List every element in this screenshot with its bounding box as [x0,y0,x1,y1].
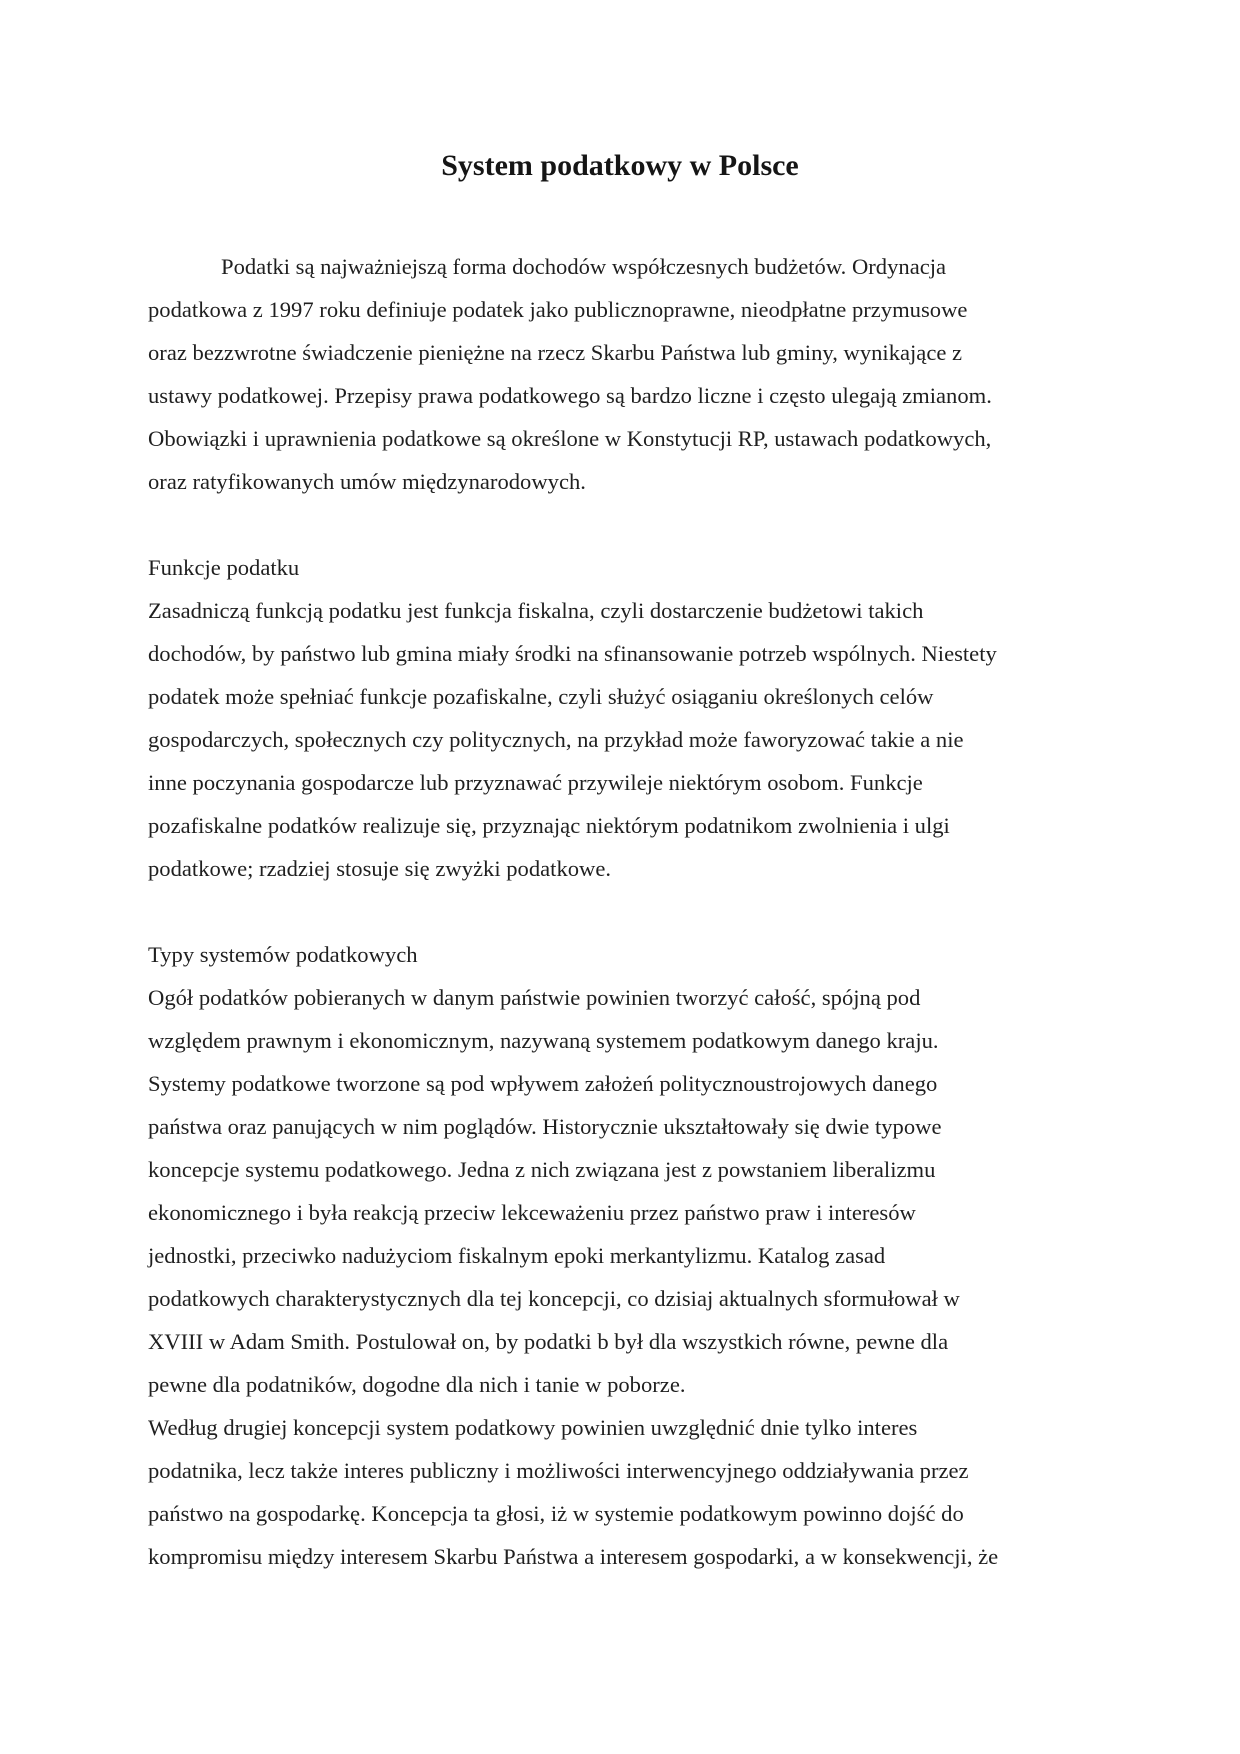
paragraph-line: pewne dla podatników, dogodne dla nich i tanie w poborze. [148,1372,686,1397]
paragraph-line: ustawy podatkowej. Przepisy prawa podatkowego są bardzo liczne i często ulegają zmianom. [148,383,992,408]
paragraph-line: oraz bezzwrotne świadczenie pieniężne na rzecz Skarbu Państwa lub gminy, wynikające z [148,340,963,365]
paragraph-line: podatkowych charakterystycznych dla tej koncepcji, co dzisiaj aktualnych sformułował w [148,1286,960,1311]
paragraph-line: Podatki są najważniejszą forma dochodów współczesnych budżetów. Ordynacja [221,254,947,279]
paragraph-line: państwa oraz panujących w nim poglądów. Historycznie ukształtowały się dwie typowe [148,1114,942,1139]
paragraph-line: Ogół podatków pobieranych w danym państwie powinien tworzyć całość, spójną pod [148,985,921,1010]
document-body [148,245,1098,1578]
paragraph-line: podatek może spełniać funkcje pozafiskalne, czyli służyć osiąganiu określonych celów [148,684,934,709]
section-functions [148,546,1098,890]
paragraph-line: podatkowa z 1997 roku definiuje podatek jako publicznoprawne, nieodpłatne przymusowe [148,297,968,322]
paragraph-line: gospodarczych, społecznych czy politycznych, na przykład może faworyzować takie a nie [148,727,964,752]
section-heading-functions: Funkcje podatku [148,555,300,580]
paragraph-line: Według drugiej koncepcji system podatkowy powinien uwzględnić dnie tylko interes [148,1415,918,1440]
paragraph-line: Systemy podatkowe tworzone są pod wpływem założeń politycznoustrojowych danego [148,1071,938,1096]
paragraph-line: dochodów, by państwo lub gmina miały środki na sfinansowanie potrzeb wspólnych. Niestety [148,641,997,666]
paragraph-line: Obowiązki i uprawnienia podatkowe są określone w Konstytucji RP, ustawach podatkowych, [148,426,992,451]
paragraph-line: państwo na gospodarkę. Koncepcja ta głosi, iż w systemie podatkowym powinno dojść do [148,1501,964,1526]
paragraph-line: podatkowe; rzadziej stosuje się zwyżki podatkowe. [148,856,612,881]
paragraph-line: XVIII w Adam Smith. Postulował on, by podatki b był dla wszystkich równe, pewne dla [148,1329,949,1354]
paragraph-line: oraz ratyfikowanych umów międzynarodowych. [148,469,586,494]
section-types [148,933,1098,1578]
paragraph-spacer [148,503,1098,546]
paragraph-line: kompromisu między interesem Skarbu Państwa a interesem gospodarki, a w konsekwencji, że [148,1544,999,1569]
document-title: System podatkowy w Polsce [441,149,799,182]
paragraph-line: Zasadniczą funkcją podatku jest funkcja fiskalna, czyli dostarczenie budżetowi takich [148,598,924,623]
paragraph-line: koncepcje systemu podatkowego. Jedna z nich związana jest z powstaniem liberalizmu [148,1157,936,1182]
paragraph-line: pozafiskalne podatków realizuje się, przyznając niektórym podatnikom zwolnienia i ulgi [148,813,950,838]
paragraph-line: podatnika, lecz także interes publiczny i możliwości interwencyjnego oddziaływania przez [148,1458,969,1483]
section-heading-types: Typy systemów podatkowych [148,942,418,967]
paragraph-line: względem prawnym i ekonomicznym, nazywaną systemem podatkowym danego kraju. [148,1028,939,1053]
paragraph-line: jednostki, przeciwko nadużyciom fiskalnym epoki merkantylizmu. Katalog zasad [148,1243,886,1268]
intro-paragraph [148,245,1098,503]
paragraph-line: ekonomicznego i była reakcją przeciw lekceważeniu przez państwo praw i interesów [148,1200,916,1225]
paragraph-spacer [148,890,1098,933]
paragraph-line: inne poczynania gospodarcze lub przyznawać przywileje niektórym osobom. Funkcje [148,770,923,795]
